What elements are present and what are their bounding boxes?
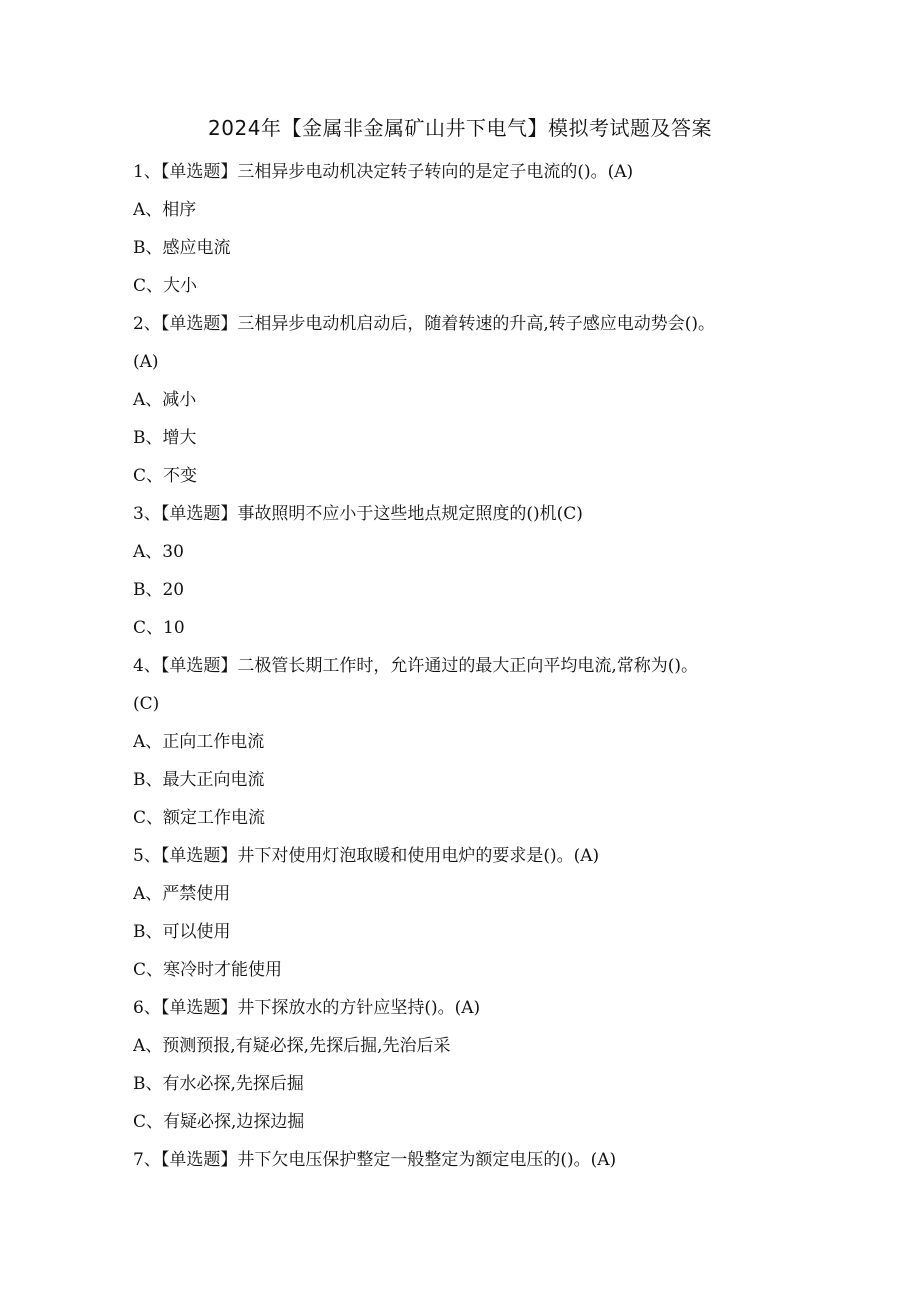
question-5-option-a: A、严禁使用 — [133, 884, 231, 904]
question-6: 6、【单选题】井下探放水的方针应坚持()。(A) — [133, 998, 481, 1018]
question-4-option-a: A、正向工作电流 — [133, 732, 265, 752]
question-3-option-a: A、30 — [133, 542, 184, 562]
question-3-option-c: C、10 — [133, 618, 185, 638]
question-4-answer: (C) — [133, 694, 160, 714]
question-5: 5、【单选题】井下对使用灯泡取暖和使用电炉的要求是()。(A) — [133, 846, 600, 866]
question-2-answer: (A) — [133, 352, 159, 372]
question-6-option-c: C、有疑必探,边探边掘 — [133, 1112, 305, 1132]
question-2-option-a: A、减小 — [133, 390, 197, 410]
question-2-option-c: C、不变 — [133, 466, 198, 486]
question-4: 4、【单选题】二极管长期工作时，允许通过的最大正向平均电流,常称为()。 — [133, 656, 698, 676]
question-6-option-b: B、有水必探,先探后掘 — [133, 1074, 304, 1094]
question-3: 3、【单选题】事故照明不应小于这些地点规定照度的()机(C) — [133, 504, 583, 524]
question-5-option-c: C、寒冷时才能使用 — [133, 960, 283, 980]
question-2: 2、【单选题】三相异步电动机启动后，随着转速的升高,转子感应电动势会()。 — [133, 314, 715, 334]
question-1-option-a: A、相序 — [133, 200, 197, 220]
question-4-option-b: B、最大正向电流 — [133, 770, 265, 790]
question-1-option-b: B、感应电流 — [133, 238, 231, 258]
question-7: 7、【单选题】井下欠电压保护整定一般整定为额定电压的()。(A) — [133, 1150, 617, 1170]
question-3-option-b: B、20 — [133, 580, 185, 600]
question-4-option-c: C、额定工作电流 — [133, 808, 266, 828]
question-1: 1、【单选题】三相异步电动机决定转子转向的是定子电流的()。(A) — [133, 162, 634, 182]
document-title: 2024年【金属非金属矿山井下电气】模拟考试题及答案 — [208, 116, 712, 140]
question-2-option-b: B、增大 — [133, 428, 197, 448]
question-6-option-a: A、预测预报,有疑必探,先探后掘,先治后采 — [133, 1036, 451, 1056]
question-5-option-b: B、可以使用 — [133, 922, 231, 942]
question-1-option-c: C、大小 — [133, 276, 198, 296]
